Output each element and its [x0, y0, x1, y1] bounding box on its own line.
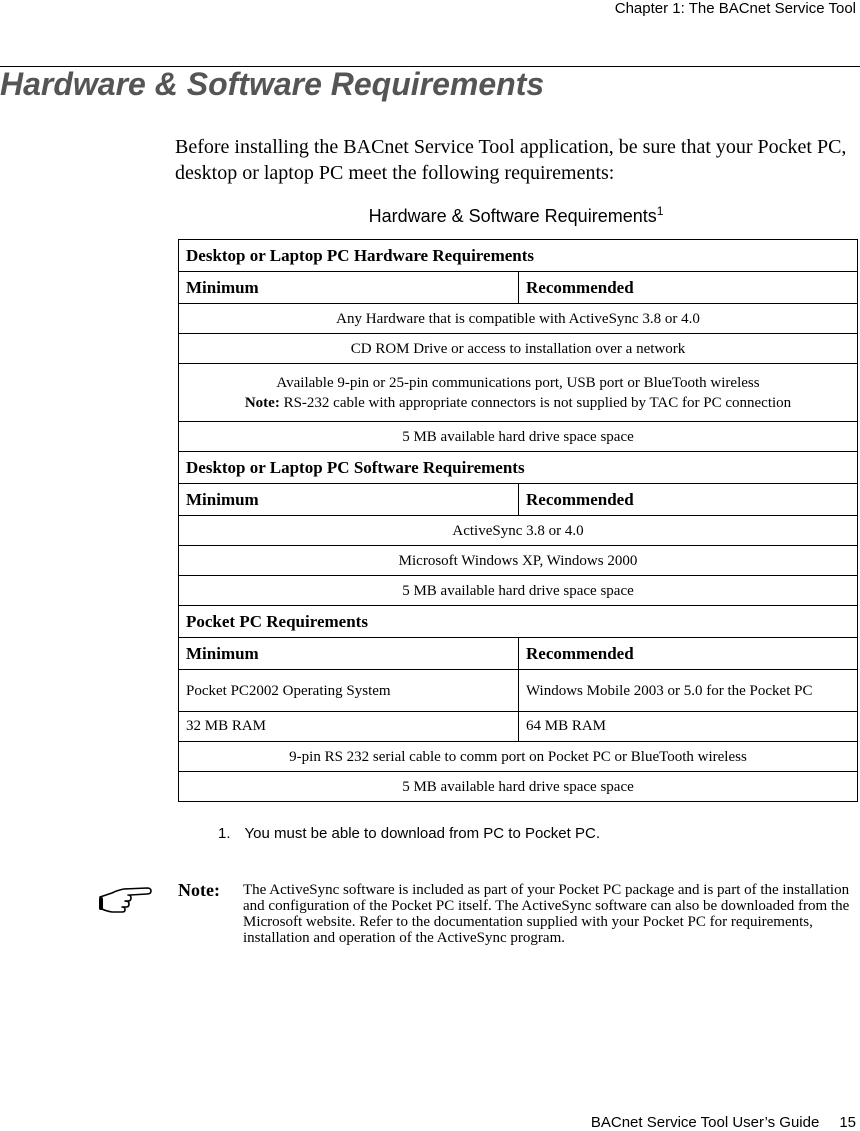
note-text: The ActiveSync software is included as part of your Pocket PC package and is part of the installation and configuration of the Pocket PC itself. The ActiveSync software can also be downloaded from the Microsoft website. Refer to the documentation supplied with your Pocket PC for requirements, installation and operation of the ActiveSync program. [243, 882, 850, 946]
table-cell-minimum: Pocket PC2002 Operating System [179, 670, 519, 712]
table-row: CD ROM Drive or access to installation over a network [179, 334, 858, 364]
requirements-table [178, 239, 858, 802]
col-header-recommended: Recommended [519, 484, 858, 516]
col-header-minimum: Minimum [179, 484, 519, 516]
table-caption-text: Hardware & Software Requirements [368, 206, 657, 226]
col-header-minimum: Minimum [179, 272, 519, 304]
table-row: 9-pin RS 232 serial cable to comm port on Pocket PC or BlueTooth wireless [179, 742, 858, 772]
footnote-ref: 1 [656, 204, 664, 218]
footer-guide-title: BACnet Service Tool User’s Guide [590, 1114, 820, 1131]
pointing-hand-icon [98, 884, 152, 918]
table-row: Any Hardware that is compatible with ActiveSync 3.8 or 4.0 [179, 304, 858, 334]
table-row [179, 364, 858, 422]
table-cell-minimum: 32 MB RAM [179, 712, 519, 742]
table-cell-text: Available 9-pin or 25-pin communications port, USB port or BlueTooth wireless [276, 374, 760, 391]
footnote-text: You must be able to download from PC to Pocket PC. [244, 825, 600, 842]
footnote-number: 1. [218, 825, 231, 842]
table-cell-recommended: 64 MB RAM [519, 712, 858, 742]
table-row: ActiveSync 3.8 or 4.0 [179, 516, 858, 546]
note-inline-label: Note: [244, 394, 280, 411]
running-header: Chapter 1: The BACnet Service Tool [614, 0, 856, 17]
section-heading-hardware: Desktop or Laptop PC Hardware Requirements [179, 240, 858, 272]
note-inline-text: RS-232 cable with appropriate connectors is not supplied by TAC for PC connection [279, 394, 792, 411]
table-row: Microsoft Windows XP, Windows 2000 [179, 546, 858, 576]
note-label: Note: [178, 880, 220, 900]
col-header-recommended: Recommended [519, 272, 858, 304]
table-row: 5 MB available hard drive space space [179, 772, 858, 802]
table-caption [175, 206, 857, 227]
section-heading-pocket-pc: Pocket PC Requirements [179, 606, 858, 638]
page-title: Hardware & Software Requirements [0, 66, 545, 102]
table-row: 5 MB available hard drive space space [179, 576, 858, 606]
col-header-recommended: Recommended [519, 638, 858, 670]
page-number: 15 [839, 1114, 856, 1131]
col-header-minimum: Minimum [179, 638, 519, 670]
table-footnote [218, 825, 600, 842]
table-cell-recommended: Windows Mobile 2003 or 5.0 for the Pocket PC [519, 670, 858, 712]
section-heading-software: Desktop or Laptop PC Software Requirements [179, 452, 858, 484]
page-footer [591, 1114, 856, 1131]
table-row: 5 MB available hard drive space space [179, 422, 858, 452]
intro-paragraph: Before installing the BACnet Service Tool application, be sure that your Pocket PC, desktop or laptop PC meet the following requirements: [175, 136, 847, 184]
